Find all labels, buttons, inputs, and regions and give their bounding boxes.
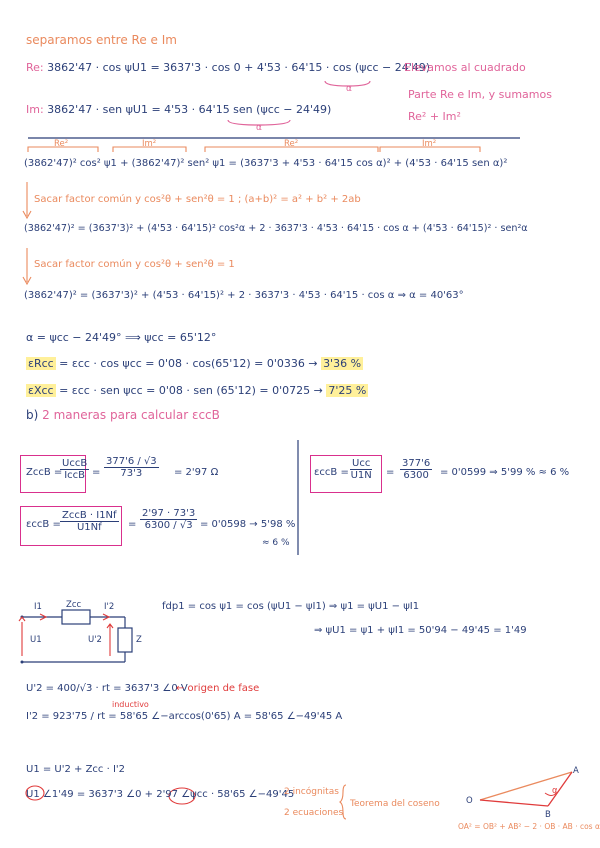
triangle-angle-alpha: α	[552, 786, 558, 796]
m1-result: = 2'97 Ω	[174, 467, 219, 478]
i2-equation: I'2 = 923'75 / rt = 58'65 ∠−arccos(0'65) A = 58'65 ∠−49'45 A	[26, 711, 343, 722]
inductivo-label: inductivo	[112, 700, 149, 709]
u1-phasor-equation: U1 ∠1'49 = 3637'3 ∠0 + 2'97 ∠ψcc · 58'65 ∠−49'45	[26, 789, 295, 800]
equation-eXcc	[26, 384, 368, 398]
bracket-im-2: Im²	[422, 139, 437, 149]
re-equation-line	[26, 61, 430, 75]
m1-frac1	[60, 458, 89, 481]
triangle-vertex-B: B	[545, 810, 551, 820]
fdp-line-2: ⇒ ψU1 = ψ1 + ψI1 = 50'94 − 49'45 = 1'49	[314, 625, 527, 636]
m2-frac2-den: 6300 / √3	[144, 520, 193, 531]
m1-lhs: ZccB =	[26, 467, 63, 478]
im-prefix: Im:	[26, 103, 44, 116]
circuit-label-U2p: U'2	[88, 635, 102, 645]
alpha-label-im: α	[256, 123, 262, 133]
cosine-law-formula: OA² = OB² + AB² − 2 · OB · AB · cos α	[458, 822, 600, 831]
equation-squares: (3862'47)² cos² ψ1 + (3862'47)² sen² ψ1 = (3637'3 + 4'53 · 64'15 cos α)² + (4'53 · 64'15 sen α)²	[24, 158, 508, 169]
equation-expanded: (3862'47)² = (3637'3)² + (4'53 · 64'15)² cos²α + 2 · 3637'3 · 4'53 · 64'15 · cos α + (4'53 · 64'15)² · sen²α	[24, 223, 528, 234]
m3-frac2	[400, 458, 432, 481]
m3-frac2-num: 377'6	[402, 458, 431, 469]
m2-frac2-num: 2'97 · 73'3	[142, 508, 196, 519]
section-b-text: 2 maneras para calcular εccB	[42, 408, 220, 422]
m1-frac1-num: UccB	[62, 458, 88, 469]
m1-frac2	[104, 456, 159, 479]
equation-eRcc	[26, 357, 363, 371]
fdp-line-1: fdp1 = cos ψ1 = cos (ψU1 − ψI1) ⇒ ψ1 = ψU1 − ψI1	[162, 601, 420, 612]
m2-result: = 0'0598 → 5'98 %	[200, 519, 296, 530]
eXcc-body: = εcc · sen ψcc = 0'08 · sen (65'12) = 0'0725 →	[55, 384, 327, 397]
u2-equation: U'2 = 400/√3 · rt = 3637'3 ∠0 V	[26, 683, 188, 694]
im-equation: 3862'47 · sen ψU1 = 4'53 · 64'15 sen (ψcc − 24'49)	[47, 103, 332, 116]
m3-lhs: εccB =	[314, 467, 349, 478]
note-factor-common-1: Sacar factor común y cos²θ + sen²θ = 1 ; (a+b)² = a² + b² + 2ab	[34, 194, 361, 205]
m3-result: = 0'0599 ⇒ 5'99 % ≈ 6 %	[440, 467, 570, 478]
incognitas-note: 2 incógnitas	[284, 787, 339, 797]
triangle-vertex-O: O	[466, 796, 473, 806]
eRcc-label: εRcc	[28, 357, 54, 370]
note-factor-common-2: Sacar factor común y cos²θ + sen²θ = 1	[34, 259, 235, 270]
re-note: Elevamos al cuadrado	[404, 61, 526, 74]
bracket-re-2: Re²	[284, 139, 299, 149]
circuit-label-I1: I1	[34, 602, 42, 612]
equation-psi-cc: α = ψcc − 24'49° ⟹ ψcc = 65'12°	[26, 331, 217, 344]
re-equation: 3862'47 · cos ψU1 = 3637'3 · cos 0 + 4'53 · 64'15 · cos (ψcc − 24'49)	[47, 61, 431, 74]
bracket-re-1: Re²	[54, 139, 69, 149]
teorema-coseno-note: Teorema del coseno	[350, 799, 440, 809]
u1-equation: U1 = U'2 + Zcc · I'2	[26, 764, 126, 775]
m2-frac2	[140, 508, 197, 531]
m3-frac1-num: Ucc	[352, 458, 371, 469]
triangle-vertex-A: A	[573, 766, 579, 776]
section-b-heading	[26, 408, 220, 422]
circuit-label-I2p: I'2	[104, 602, 115, 612]
circuit-label-U1: U1	[30, 635, 42, 645]
section-b-letter: b)	[26, 408, 39, 422]
ecuaciones-note: 2 ecuaciones	[284, 808, 344, 818]
m2-frac1-den: U1Nf	[76, 522, 102, 533]
m3-frac2-den: 6300	[403, 470, 429, 481]
eXcc-label: εXcc	[28, 384, 54, 397]
m1-frac2-den: 73'3	[120, 468, 143, 479]
circuit-label-Zcc: Zcc	[66, 600, 82, 610]
u2-origin-note: ← origen de fase	[176, 683, 260, 694]
section-heading-separate: separamos entre Re e Im	[26, 33, 177, 47]
m2-frac1	[60, 510, 119, 533]
eRcc-result: 3'36 %	[323, 357, 362, 370]
alpha-label-re: α	[346, 84, 352, 94]
im-note-sum: Parte Re e Im, y sumamos	[408, 88, 552, 101]
eRcc-body: = εcc · cos ψcc = 0'08 · cos(65'12) = 0'0336 →	[55, 357, 322, 370]
m2-approx: ≈ 6 %	[262, 538, 290, 548]
m2-lhs: εccB =	[26, 519, 61, 530]
im-equation-line	[26, 103, 331, 117]
m3-frac1-den: U1N	[350, 470, 372, 481]
bracket-im-1: Im²	[142, 139, 157, 149]
eXcc-result: 7'25 %	[328, 384, 367, 397]
m1-frac1-den: IccB	[64, 470, 85, 481]
equation-reduced: (3862'47)² = (3637'3)² + (4'53 · 64'15)² + 2 · 3637'3 · 4'53 · 64'15 · cos α ⇒ α = 40'63°	[24, 290, 464, 301]
m3-frac1	[350, 458, 372, 481]
m2-frac1-num: ZccB · I1Nf	[62, 510, 117, 521]
im-note-squares: Re² + Im²	[408, 110, 461, 123]
m1-frac2-num: 377'6 / √3	[106, 456, 157, 467]
circuit-label-Z: Z	[136, 635, 142, 645]
re-prefix: Re:	[26, 61, 44, 74]
